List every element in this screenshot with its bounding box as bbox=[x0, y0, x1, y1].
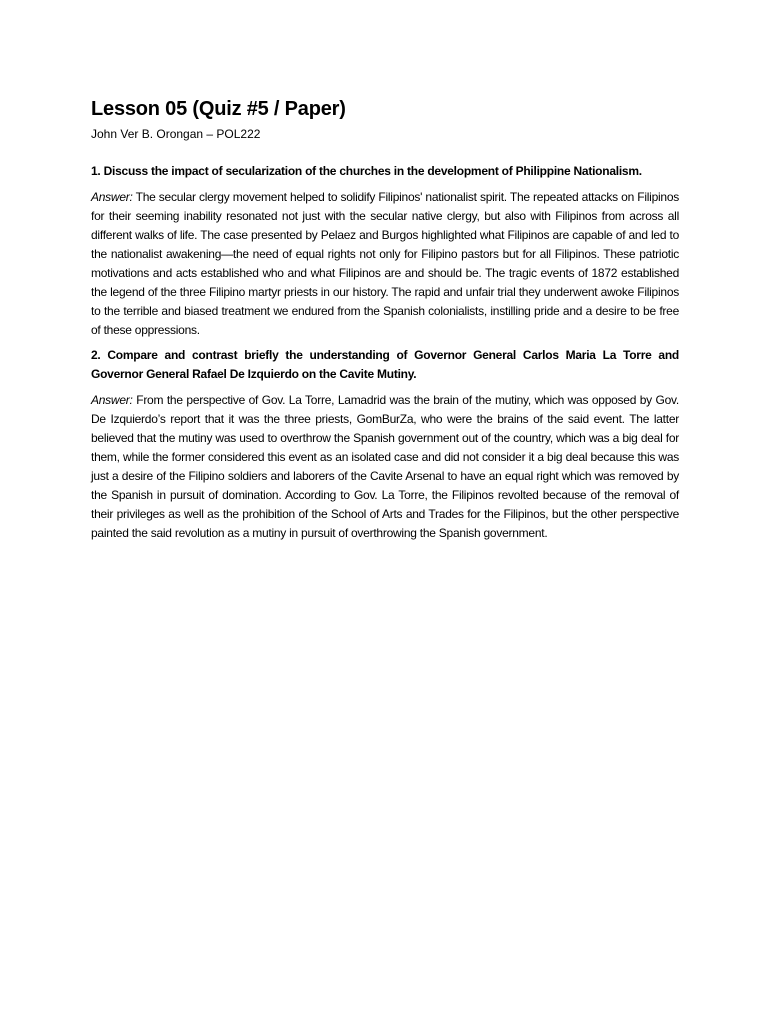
answer-label: Answer: bbox=[91, 190, 133, 204]
author-line: John Ver B. Orongan – POL222 bbox=[91, 127, 261, 141]
answer-2 bbox=[91, 391, 679, 543]
document-page bbox=[91, 96, 679, 543]
answer-2-text: From the perspective of Gov. La Torre, Lamadrid was the brain of the mutiny, which was opposed by Gov. De Izquierdo’s report that it was the three priests, GomBurZa, who were the brains of the said event. The latter believed that the mutiny was used to overthrow the Spanish government out of the country, which was a big deal for them, while the former considered this event as an isolated case and did not consider it a big deal because this was just a desire of the Filipino soldiers and laborers of the Cavite Arsenal to have an equal right which was removed by the Spanish in pursuit of domination. According to Gov. La Torre, the Filipinos revolted because of the removal of their privileges as well as the prohibition of the School of Arts and Trades for the Filipinos, but the other perspective painted the said revolution as a mutiny in pursuit of overthrowing the Spanish government. bbox=[91, 393, 679, 540]
answer-1 bbox=[91, 188, 679, 340]
answer-label: Answer: bbox=[91, 393, 133, 407]
page-title: Lesson 05 (Quiz #5 / Paper) bbox=[91, 98, 346, 120]
answer-1-text: The secular clergy movement helped to solidify Filipinos' nationalist spirit. The repeated attacks on Filipinos for their seeming inability resonated not just with the secular native clergy, but also with Filipinos from across all different walks of life. The case presented by Pelaez and Burgos highlighted what Filipinos are capable of and led to the nationalist awakening—the need of equal rights not only for Filipino pastors but for all Filipinos. These patriotic motivations and acts established who and what Filipinos are and should be. The tragic events of 1872 established the legend of the three Filipino martyr priests in our history. The rapid and unfair trial they underwent awoke Filipinos to the terrible and biased treatment we endured from the Spanish colonialists, instilling pride and a desire to be free of these oppressions. bbox=[91, 190, 680, 337]
question-1: 1. Discuss the impact of secularization of the churches in the development of Philippine Nationalism. bbox=[91, 164, 642, 178]
question-2: 2. Compare and contrast briefly the understanding of Governor General Carlos Maria La Torre and Governor General Rafael De Izquierdo on the Cavite Mutiny. bbox=[91, 348, 679, 381]
